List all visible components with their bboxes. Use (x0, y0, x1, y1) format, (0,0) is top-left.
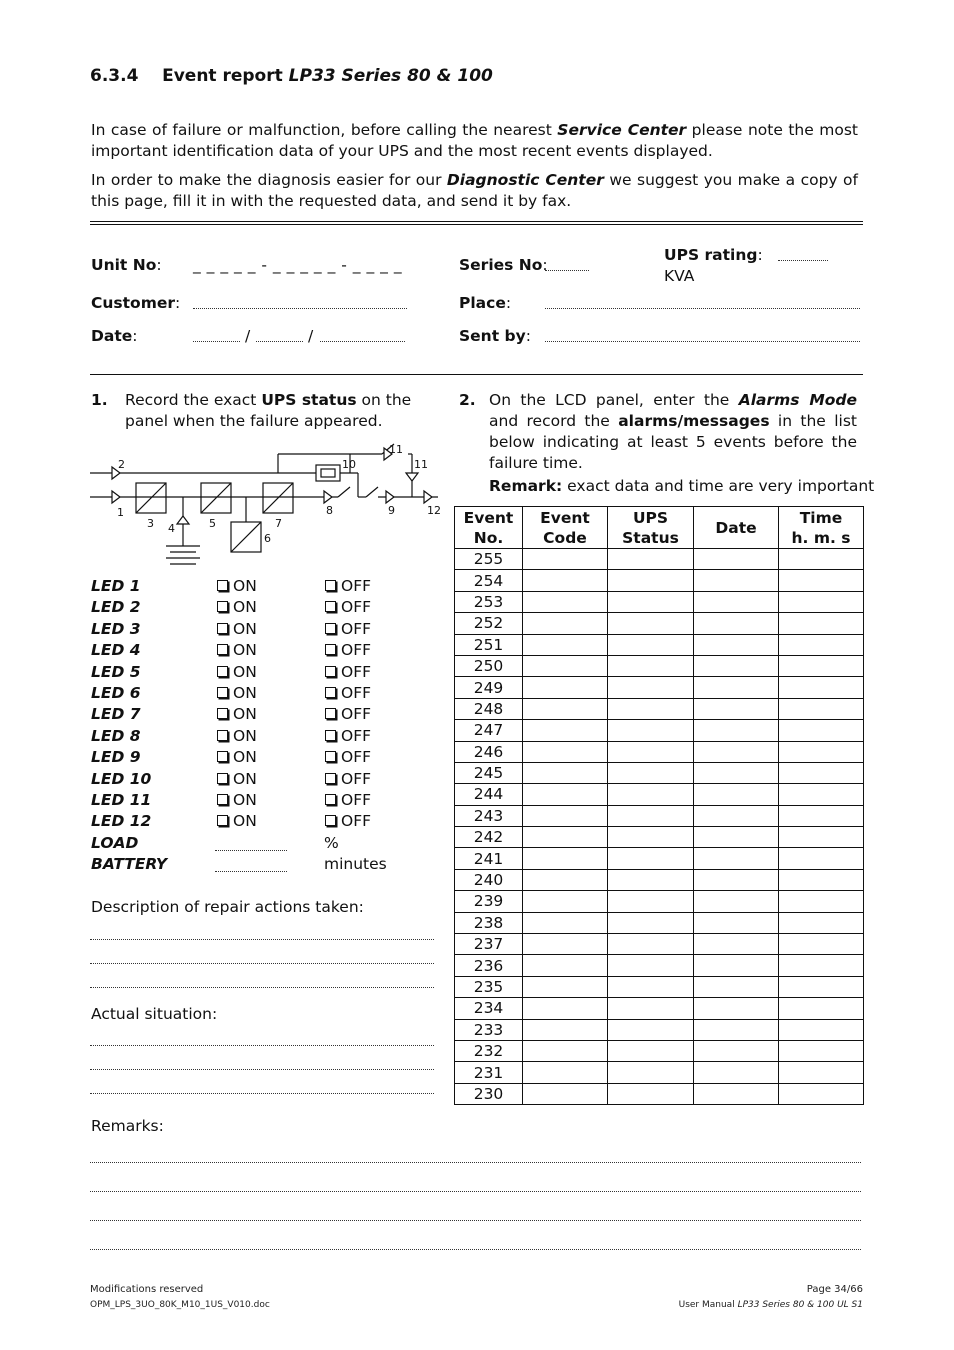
customer-label: Customer: (91, 294, 181, 312)
time-cell[interactable] (779, 655, 864, 676)
actual-line[interactable] (90, 1093, 434, 1094)
table-row (455, 869, 864, 890)
ups-status-cell[interactable] (608, 869, 694, 890)
unit-no-mask[interactable]: _ _ _ _ _ - _ _ _ _ _ - _ _ _ _ (193, 256, 403, 274)
section-heading (90, 66, 493, 86)
event-code-cell[interactable] (523, 698, 608, 719)
led-label: LED 4 (91, 641, 141, 660)
date-cell[interactable] (694, 976, 779, 997)
led-off-checkbox[interactable]: OFF (325, 705, 371, 723)
date-cell[interactable] (694, 998, 779, 1019)
table-row (455, 955, 864, 976)
ups-status-cell[interactable] (608, 976, 694, 997)
event-number-cell: 252 (455, 613, 523, 634)
time-cell[interactable] (779, 677, 864, 698)
table-row (455, 741, 864, 762)
remarks-label: Remarks: (91, 1117, 164, 1135)
table-row (455, 1083, 864, 1104)
table-row (455, 720, 864, 741)
sent-by-field[interactable] (545, 341, 860, 342)
led-label: LED 10 (91, 769, 152, 788)
time-cell[interactable] (779, 848, 864, 869)
event-code-cell[interactable] (523, 1019, 608, 1040)
date-cell[interactable] (694, 869, 779, 890)
led-off-checkbox[interactable]: OFF (325, 641, 371, 659)
event-code-cell[interactable] (523, 741, 608, 762)
date-cell[interactable] (694, 591, 779, 612)
led-on-checkbox[interactable]: ON (217, 620, 257, 638)
table-row (455, 827, 864, 848)
table-row (455, 677, 864, 698)
date-cell[interactable] (694, 677, 779, 698)
event-code-cell[interactable] (523, 549, 608, 570)
date-cell[interactable] (694, 912, 779, 933)
led-label: LED 2 (91, 598, 141, 617)
event-number-cell: 242 (455, 827, 523, 848)
time-cell[interactable] (779, 998, 864, 1019)
led-off-checkbox[interactable]: OFF (325, 577, 371, 595)
ups-status-cell[interactable] (608, 741, 694, 762)
date-cell[interactable] (694, 848, 779, 869)
battery-unit: minutes (324, 855, 387, 873)
remarks-line[interactable] (90, 1220, 861, 1221)
footer-modifications: Modifications reserved (90, 1284, 204, 1295)
led-off-checkbox[interactable]: OFF (325, 791, 371, 809)
event-number-cell: 238 (455, 912, 523, 933)
date-cell[interactable] (694, 1019, 779, 1040)
repair-actions-label: Description of repair actions taken: (91, 898, 364, 916)
diagnostic-center-text: Diagnostic Center (446, 171, 604, 189)
step-2-text: On the LCD panel, enter the Alarms Mode and record the alarms/messages in the list below indicating at least 5 events before the failure time. (489, 391, 857, 472)
led-on-checkbox[interactable]: ON (217, 770, 257, 788)
table-row (455, 613, 864, 634)
ups-status-cell[interactable] (608, 955, 694, 976)
led-off-checkbox[interactable]: OFF (325, 727, 371, 745)
led-off-checkbox[interactable]: OFF (325, 620, 371, 638)
battery-label: BATTERY (91, 855, 168, 873)
event-code-cell[interactable] (523, 784, 608, 805)
header-time: Time h. m. s (779, 507, 864, 549)
time-cell[interactable] (779, 827, 864, 848)
event-code-cell[interactable] (523, 1083, 608, 1104)
led-off-checkbox[interactable]: OFF (325, 663, 371, 681)
remarks-line[interactable] (90, 1191, 861, 1192)
event-code-cell[interactable] (523, 805, 608, 826)
ups-status-cell[interactable] (608, 805, 694, 826)
series-no-field[interactable] (545, 270, 589, 271)
step-2-number: 2. (459, 391, 476, 409)
date-year-field[interactable] (320, 341, 405, 342)
table-row (455, 698, 864, 719)
time-cell[interactable] (779, 784, 864, 805)
event-number-cell: 251 (455, 634, 523, 655)
time-cell[interactable] (779, 1040, 864, 1061)
event-code-cell[interactable] (523, 720, 608, 741)
footer-manual-title: User Manual LP33 Series 80 & 100 UL S1 (678, 1300, 863, 1310)
event-code-cell[interactable] (523, 955, 608, 976)
table-row (455, 655, 864, 676)
ups-status-cell[interactable] (608, 570, 694, 591)
led-label: LED 5 (91, 662, 141, 681)
repair-line[interactable] (90, 939, 434, 940)
led-label: LED 3 (91, 619, 141, 638)
remarks-line[interactable] (90, 1162, 861, 1163)
ups-status-cell[interactable] (608, 720, 694, 741)
ups-status-cell[interactable] (608, 1019, 694, 1040)
event-number-cell: 239 (455, 891, 523, 912)
ups-rating-label: UPS rating: (664, 246, 763, 264)
ups-status-cell[interactable] (608, 549, 694, 570)
diagram-label: 11 (414, 458, 428, 471)
table-row (455, 848, 864, 869)
event-code-cell[interactable] (523, 869, 608, 890)
date-cell[interactable] (694, 827, 779, 848)
event-number-cell: 253 (455, 591, 523, 612)
event-code-cell[interactable] (523, 912, 608, 933)
date-label: Date: (91, 327, 138, 345)
event-code-cell[interactable] (523, 591, 608, 612)
time-cell[interactable] (779, 720, 864, 741)
time-cell[interactable] (779, 869, 864, 890)
ups-status-cell[interactable] (608, 762, 694, 783)
event-code-cell[interactable] (523, 827, 608, 848)
event-number-cell: 231 (455, 1062, 523, 1083)
led-label: LED 11 (91, 791, 152, 809)
led-label: LED 12 (91, 812, 152, 831)
date-cell[interactable] (694, 762, 779, 783)
event-code-cell[interactable] (523, 934, 608, 955)
led-on-checkbox[interactable]: ON (217, 812, 257, 830)
step-1-text: Record the exact UPS status on the panel when the failure appeared. (125, 391, 412, 430)
actual-situation-label: Actual situation: (91, 1005, 218, 1023)
table-row (455, 1019, 864, 1040)
ups-status-cell[interactable] (608, 655, 694, 676)
led-off-checkbox[interactable]: OFF (325, 770, 371, 788)
event-number-cell: 255 (455, 549, 523, 570)
date-cell[interactable] (694, 741, 779, 762)
led-off-checkbox[interactable]: OFF (325, 812, 371, 830)
led-off-checkbox[interactable]: OFF (325, 748, 371, 766)
ups-status-cell[interactable] (608, 827, 694, 848)
time-cell[interactable] (779, 613, 864, 634)
event-table (454, 506, 864, 1105)
date-cell[interactable] (694, 549, 779, 570)
led-on-checkbox[interactable]: ON (217, 727, 257, 745)
unit-no-label: Unit No: (91, 256, 162, 274)
ups-status-cell[interactable] (608, 698, 694, 719)
battery-field[interactable] (215, 871, 287, 872)
event-number-cell: 244 (455, 784, 523, 805)
led-on-checkbox[interactable]: ON (217, 641, 257, 659)
diagram-label: 8 (326, 504, 333, 517)
table-row (455, 549, 864, 570)
intro-paragraph-1 (91, 120, 858, 162)
time-cell[interactable] (779, 549, 864, 570)
ups-status-cell[interactable] (608, 591, 694, 612)
led-on-checkbox[interactable]: ON (217, 577, 257, 595)
load-unit: % (324, 834, 339, 852)
ups-status-cell[interactable] (608, 613, 694, 634)
ups-status-cell[interactable] (608, 934, 694, 955)
footer-doc-name: OPM_LPS_3UO_80K_M10_1US_V010.doc (90, 1300, 270, 1310)
diagram-label: 6 (264, 532, 271, 545)
event-number-cell: 237 (455, 934, 523, 955)
time-cell[interactable] (779, 1019, 864, 1040)
service-center-text: Service Center (557, 121, 687, 139)
time-cell[interactable] (779, 591, 864, 612)
event-number-cell: 243 (455, 805, 523, 826)
table-row (455, 1040, 864, 1061)
event-number-cell: 241 (455, 848, 523, 869)
date-cell[interactable] (694, 955, 779, 976)
ups-status-cell[interactable] (608, 1062, 694, 1083)
table-row (455, 998, 864, 1019)
diagram-label: 2 (118, 458, 125, 471)
event-code-cell[interactable] (523, 677, 608, 698)
diagram-label: 12 (427, 504, 441, 517)
step-1-number: 1. (91, 391, 108, 409)
date-cell[interactable] (694, 634, 779, 655)
event-number-cell: 249 (455, 677, 523, 698)
ups-status-cell[interactable] (608, 1083, 694, 1104)
event-code-cell[interactable] (523, 634, 608, 655)
remarks-line[interactable] (90, 1249, 861, 1250)
table-row (455, 934, 864, 955)
ups-status-cell[interactable] (608, 634, 694, 655)
time-cell[interactable] (779, 934, 864, 955)
time-cell[interactable] (779, 976, 864, 997)
ups-status-cell[interactable] (608, 784, 694, 805)
series-no-label: Series No: (459, 256, 548, 274)
event-code-cell[interactable] (523, 655, 608, 676)
header-event-no: Event No. (455, 507, 523, 549)
led-on-checkbox[interactable]: ON (217, 598, 257, 616)
intro-text: we suggest you make a copy of this page, fill it in with the requested data, and send it by fax. (91, 171, 858, 210)
intro-paragraph-2 (91, 170, 858, 212)
date-cell[interactable] (694, 891, 779, 912)
event-number-cell: 247 (455, 720, 523, 741)
sent-by-label: Sent by: (459, 327, 531, 345)
event-code-cell[interactable] (523, 1040, 608, 1061)
led-on-checkbox[interactable]: ON (217, 684, 257, 702)
repair-line[interactable] (90, 987, 434, 988)
event-code-cell[interactable] (523, 1062, 608, 1083)
place-label: Place: (459, 294, 512, 312)
intro-text: please note the most important identification data of your UPS and the most recent events displayed. (91, 121, 859, 160)
date-separator: / (308, 327, 314, 345)
time-cell[interactable] (779, 1083, 864, 1104)
date-month-field[interactable] (256, 341, 303, 342)
ups-status-cell[interactable] (608, 912, 694, 933)
event-number-cell: 250 (455, 655, 523, 676)
diagram-label: 3 (147, 517, 154, 530)
intro-text: In case of failure or malfunction, before calling the nearest (91, 121, 558, 139)
date-cell[interactable] (694, 1083, 779, 1104)
diagram-label: 5 (209, 517, 216, 530)
event-code-cell[interactable] (523, 891, 608, 912)
time-cell[interactable] (779, 634, 864, 655)
date-separator: / (245, 327, 251, 345)
customer-field[interactable] (193, 308, 407, 309)
time-cell[interactable] (779, 955, 864, 976)
event-code-cell[interactable] (523, 976, 608, 997)
date-cell[interactable] (694, 1040, 779, 1061)
led-on-checkbox[interactable]: ON (217, 791, 257, 809)
date-cell[interactable] (694, 720, 779, 741)
led-off-checkbox[interactable]: OFF (325, 598, 371, 616)
date-cell[interactable] (694, 934, 779, 955)
time-cell[interactable] (779, 741, 864, 762)
table-row (455, 591, 864, 612)
table-row (455, 784, 864, 805)
event-code-cell[interactable] (523, 613, 608, 634)
event-number-cell: 232 (455, 1040, 523, 1061)
table-row (455, 805, 864, 826)
table-row (455, 1062, 864, 1083)
date-cell[interactable] (694, 655, 779, 676)
date-cell[interactable] (694, 570, 779, 591)
led-on-checkbox[interactable]: ON (217, 705, 257, 723)
table-row (455, 570, 864, 591)
intro-text: In order to make the diagnosis easier for our (91, 171, 447, 189)
date-cell[interactable] (694, 1062, 779, 1083)
header-date: Date (694, 507, 779, 549)
table-row (455, 762, 864, 783)
event-number-cell: 233 (455, 1019, 523, 1040)
event-number-cell: 234 (455, 998, 523, 1019)
table-row (455, 634, 864, 655)
event-number-cell: 235 (455, 976, 523, 997)
section-number: 6.3.4 (90, 66, 139, 86)
section-model: LP33 Series 80 & 100 (288, 66, 493, 86)
step-2-remark: Remark: exact data and time are very important (489, 477, 875, 495)
led-label: LED 9 (91, 748, 141, 767)
diagram-label: 10 (342, 458, 356, 471)
event-code-cell[interactable] (523, 762, 608, 783)
led-label: LED 8 (91, 726, 141, 745)
ups-rating-field[interactable] (778, 260, 828, 261)
load-field[interactable] (215, 850, 287, 851)
place-field[interactable] (545, 308, 860, 309)
diagram-label: 4 (168, 522, 175, 535)
event-number-cell: 254 (455, 570, 523, 591)
time-cell[interactable] (779, 762, 864, 783)
ups-status-cell[interactable] (608, 848, 694, 869)
diagram-label: 9 (388, 504, 395, 517)
event-number-cell: 248 (455, 698, 523, 719)
section-title: Event report (162, 66, 289, 86)
time-cell[interactable] (779, 1062, 864, 1083)
event-code-cell[interactable] (523, 998, 608, 1019)
led-label: LED 6 (91, 684, 141, 702)
event-number-cell: 230 (455, 1083, 523, 1104)
time-cell[interactable] (779, 805, 864, 826)
kva-unit: KVA (664, 267, 695, 285)
actual-line[interactable] (90, 1045, 434, 1046)
date-day-field[interactable] (193, 341, 240, 342)
ups-status-cell[interactable] (608, 1040, 694, 1061)
time-cell[interactable] (779, 891, 864, 912)
diagram-label: 1 (117, 506, 124, 519)
event-number-cell: 245 (455, 762, 523, 783)
diagram-label: 7 (275, 517, 282, 530)
ups-status-cell[interactable] (608, 998, 694, 1019)
time-cell[interactable] (779, 912, 864, 933)
date-cell[interactable] (694, 784, 779, 805)
event-number-cell: 236 (455, 955, 523, 976)
led-label: LED 1 (91, 577, 141, 595)
led-on-checkbox[interactable]: ON (217, 663, 257, 681)
table-row (455, 891, 864, 912)
load-label: LOAD (91, 834, 139, 852)
table-row (455, 912, 864, 933)
event-number-cell: 240 (455, 869, 523, 890)
double-rule (90, 221, 863, 225)
date-cell[interactable] (694, 698, 779, 719)
header-event-code: Event Code (523, 507, 608, 549)
led-label: LED 7 (91, 705, 141, 724)
section-rule (90, 374, 863, 375)
time-cell[interactable] (779, 570, 864, 591)
header-ups-status: UPS Status (608, 507, 694, 549)
time-cell[interactable] (779, 698, 864, 719)
date-cell[interactable] (694, 613, 779, 634)
ups-block-diagram (88, 440, 444, 568)
ups-status-cell[interactable] (608, 677, 694, 698)
diagram-label: 11 (389, 443, 403, 456)
event-number-cell: 246 (455, 741, 523, 762)
footer-page-number: Page 34/66 (806, 1284, 863, 1295)
actual-line[interactable] (90, 1069, 434, 1070)
led-on-checkbox[interactable]: ON (217, 748, 257, 766)
ups-status-cell[interactable] (608, 891, 694, 912)
table-row (455, 976, 864, 997)
date-cell[interactable] (694, 805, 779, 826)
led-off-checkbox[interactable]: OFF (325, 684, 371, 702)
event-code-cell[interactable] (523, 848, 608, 869)
event-code-cell[interactable] (523, 570, 608, 591)
repair-line[interactable] (90, 963, 434, 964)
